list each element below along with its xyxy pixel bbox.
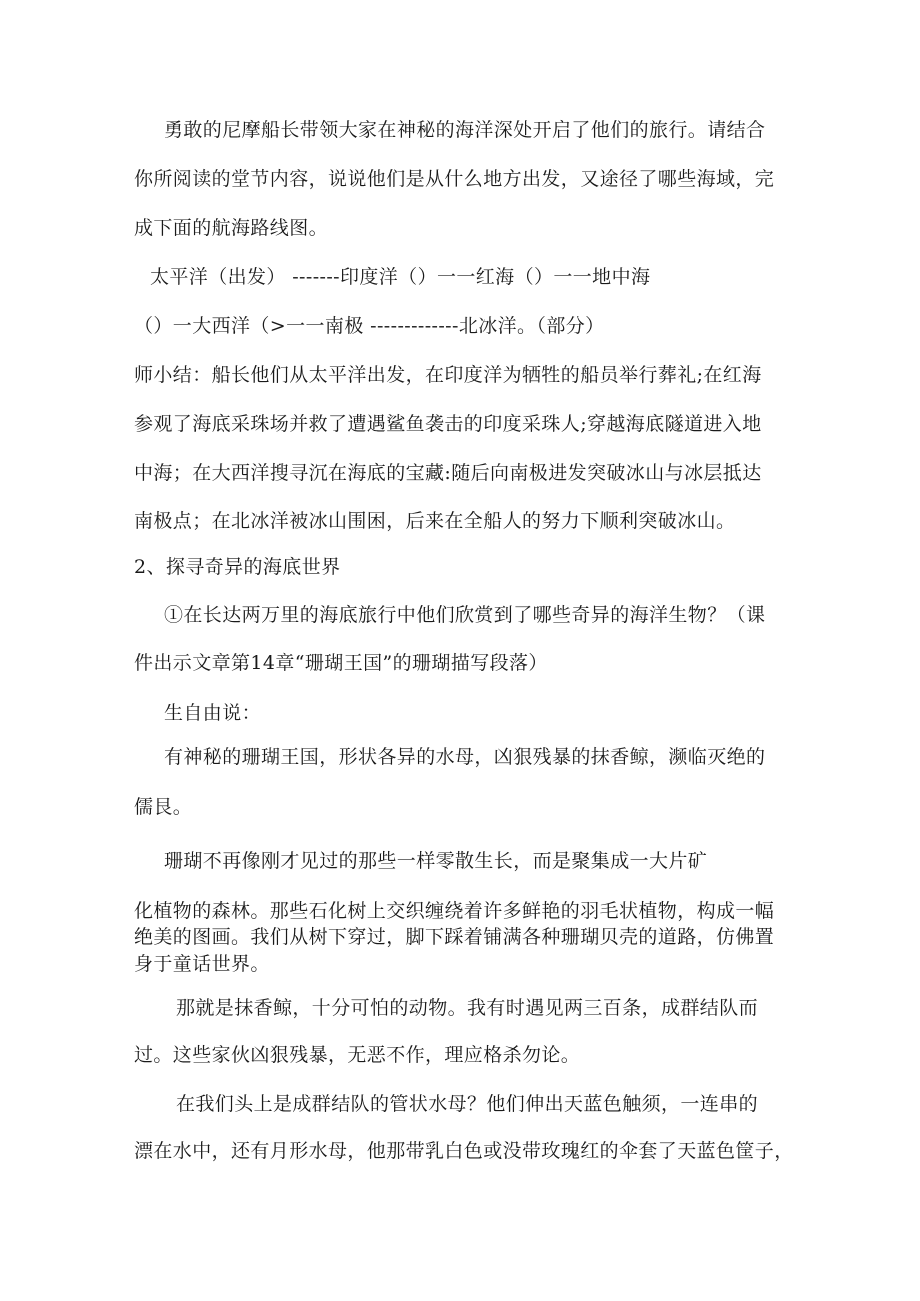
coral-excerpt-line-1: 珊瑚不再像刚才见过的那些一样零散生长，而是聚集成一大片矿 — [164, 850, 708, 872]
section-heading: 2、探寻奇异的海底世界 — [134, 556, 341, 578]
whale-excerpt-line-1: 那就是抹香鲸，十分可怕的动物。我有时遇见两三百条，成群结队而 — [176, 997, 759, 1019]
coral-excerpt-line-3: 绝美的图画。我们从树下穿过，脚下踩着铺满各种珊瑚贝壳的道路，仿佛置 — [134, 926, 775, 948]
summary-line-3: 中海；在大西洋搜寻沉在海底的宝藏:随后向南极进发突破冰山与冰层抵达 — [134, 462, 762, 484]
jellyfish-excerpt-line-1: 在我们头上是成群结队的管状水母？他们伸出天蓝色触须，一连串的 — [176, 1093, 759, 1115]
coral-excerpt-line-2: 化植物的森林。那些石化树上交织缠绕着许多鲜艳的羽毛状植物，构成一幅 — [134, 900, 775, 922]
question-line-1: ①在长达两万里的海底旅行中他们欣赏到了哪些奇异的海洋生物？（课 — [164, 604, 766, 626]
intro-line-3: 成下面的航海路线图。 — [134, 217, 329, 239]
student-prompt: 生自由说： — [164, 702, 262, 724]
student-answer-line-1: 有神秘的珊瑚王国，形状各异的水母，凶狠残暴的抹香鲸，濒临灭绝的 — [164, 746, 766, 768]
question-line-2: 件出示文章第14章“珊瑚王国”的珊瑚描写段落） — [134, 652, 548, 674]
route-line-1: 太平洋（出发） -------印度洋（）一一红海（）一一地中海 — [150, 266, 651, 288]
summary-line-4: 南极点；在北冰洋被冰山围困，后来在全船人的努力下顺利突破冰山。 — [134, 510, 736, 532]
summary-line-1: 师小结：船长他们从太平洋出发，在印度洋为牺牲的船员举行葬礼;在红海 — [134, 364, 762, 386]
route-line-2: （）一大西洋（>一一南极 -------------北冰洋。（部分） — [134, 315, 605, 337]
whale-excerpt-line-2: 过。这些家伙凶狠残暴，无恶不作，理应格杀勿论。 — [134, 1044, 581, 1066]
student-answer-line-2: 儒艮。 — [134, 796, 193, 818]
intro-line-1: 勇敢的尼摩船长带领大家在神秘的海洋深处开启了他们的旅行。请结合 — [164, 119, 766, 141]
intro-line-2: 你所阅读的堂节内容，说说他们是从什么地方出发，又途径了哪些海域，完 — [134, 168, 775, 190]
jellyfish-excerpt-line-2: 漂在水中，还有月形水母，他那带乳白色或没带玫瑰红的伞套了天蓝色筐子， — [134, 1140, 794, 1162]
coral-excerpt-line-4: 身于童话世界。 — [134, 953, 270, 975]
summary-line-2: 参观了海底采珠场并救了遭遇鲨鱼袭击的印度采珠人;穿越海底隧道进入地 — [134, 413, 762, 435]
